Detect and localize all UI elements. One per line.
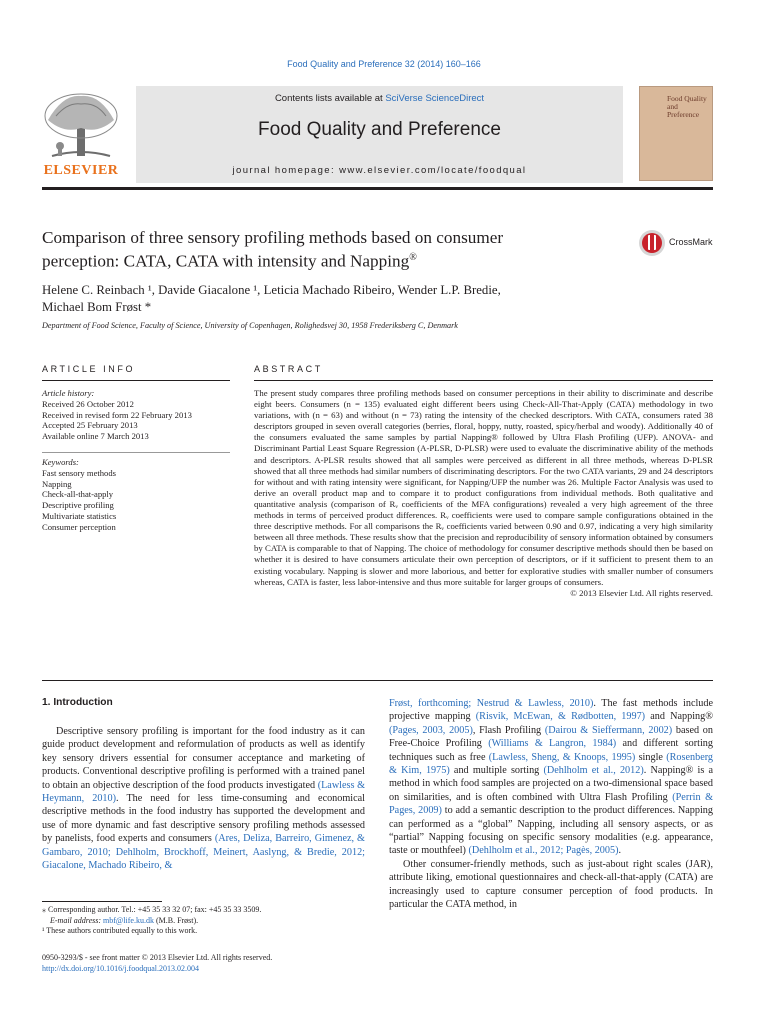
citation-link[interactable]: (Perrin & Pages, 2009) (389, 791, 713, 817)
intro-text: . The need for less time-consuming and economical descriptive methods in the food industry has supported the development and use of more dynamic and fast descriptive sensory profiling methods assessed by panelists, food experts and consumers (42, 793, 365, 845)
crossmark-label: CrossMark (669, 237, 713, 247)
doi-link[interactable]: http://dx.doi.org/10.1016/j.foodqual.2013.02.004 (42, 964, 199, 973)
journal-reference-link[interactable]: Food Quality and Preference 32 (2014) 160–166 (287, 59, 481, 69)
citation-link[interactable]: (Pages, 2003, 2005) (389, 724, 473, 736)
history-received: Received 26 October 2012 (42, 398, 134, 409)
article-history (42, 388, 222, 442)
citation-link[interactable]: (Risvik, McEwan, & Rødbotten, 1997) (475, 711, 646, 723)
authors-line-2: Michael Bom Frøst * (42, 300, 152, 314)
authors-line-1: Helene C. Reinbach ¹, Davide Giacalone ¹, Leticia Machado Ribeiro, Wender L.P. Bredie, (42, 283, 501, 297)
footnote-corresponding: ⁎ Corresponding author. Tel.: +45 35 33 32 07; fax: +45 35 33 3509. (42, 905, 262, 914)
citation-link[interactable]: (Dehlholm et al., 2012; Pagès, 2005) (468, 845, 619, 857)
keyword: Napping (42, 478, 72, 489)
citation-link[interactable]: (Lawless, Sheng, & Knoops, 1995) (488, 751, 636, 763)
intro-text: based on Free-Choice Profiling (389, 724, 713, 750)
citation-link[interactable]: Frøst, forthcoming; Nestrud & Lawless, 2010) (389, 698, 594, 709)
intro-text: . (618, 845, 622, 857)
elsevier-tree-logo (38, 90, 124, 162)
email-link[interactable]: mbf@life.ku.dk (103, 915, 154, 925)
title-line-1: Comparison of three sensory profiling methods based on consumer (42, 228, 504, 247)
history-label: Article history: (42, 388, 95, 398)
info-divider (42, 452, 230, 453)
intro-paragraph-2: Other consumer-friendly methods, such as just-about right scales (JAR), attribute liking, emotional questionnaires and check-all-that-apply (CATA) are increasingly used to capture consumer perception of food products. In particular the CATA method, in (389, 858, 713, 911)
intro-text: Descriptive sensory profiling is important for the food industry as it can guide product development and reformulation of products as well as identify key sensory drivers essential for consumer acceptance and marketing of products. Conventional descriptive profiling is performed with a trained panel to obtain an objective description of the food products investigated (42, 726, 365, 791)
email-label: E-mail address: (50, 915, 104, 925)
article-info-heading: ARTICLE INFO (42, 364, 136, 374)
page-footer (42, 952, 442, 974)
history-online: Available online 7 March 2013 (42, 431, 149, 442)
intro-text: and multiple sorting (449, 765, 544, 777)
sciencedirect-link[interactable]: SciVerse ScienceDirect (385, 93, 485, 104)
intro-text: , Flash Profiling (472, 724, 545, 736)
abstract-heading: ABSTRACT (254, 364, 323, 374)
intro-text: to add a semantic description to the product differences. Napping can performed as a “global” Napping, including all sensory aspects, or as “partial” Napping focusing on specific sensory modalities (e.g. appearance, taste or mouthfeel) (389, 805, 713, 857)
intro-paragraph-1-cont (389, 697, 713, 858)
intro-text: . Napping® is a method in which food samples are projected on a two-dimensional space based on similarities, and is often combined with Ultra Flash Profiling (389, 765, 713, 803)
citation-link[interactable]: (Dehlholm et al., 2012) (543, 765, 644, 777)
registered-mark: ® (409, 252, 417, 263)
issn-line: 0950-3293/$ - see front matter © 2013 Elsevier Ltd. All rights reserved. (42, 953, 273, 962)
footnote-equal-contribution: ¹ These authors contributed equally to this work. (42, 926, 198, 935)
abstract-rule (254, 380, 713, 381)
crossmark-icon (638, 229, 666, 257)
abstract-bottom-rule (42, 680, 713, 681)
email-suffix: (M.B. Frøst). (153, 915, 199, 925)
footnote-rule (42, 901, 162, 902)
journal-title: Food Quality and Preference (258, 119, 501, 140)
intro-text: and different sorting techniques such as free (389, 738, 713, 763)
journal-homepage[interactable]: journal homepage: www.elsevier.com/locate/foodqual (232, 165, 527, 176)
contents-prefix: Contents lists available at (274, 93, 386, 104)
citation-link[interactable]: (Lawless & Heymann, 2010) (42, 779, 366, 805)
footnotes (42, 905, 372, 937)
crossmark-badge[interactable] (638, 229, 728, 257)
keyword: Consumer perception (42, 521, 116, 532)
intro-left-column (42, 725, 365, 872)
header-rule (42, 187, 713, 190)
intro-right-column (389, 697, 713, 912)
info-rule (42, 380, 230, 381)
keywords (42, 457, 222, 533)
author-list (42, 282, 642, 316)
section-heading-introduction: 1. Introduction (42, 697, 113, 708)
citation-link[interactable]: (Dairou & Sieffermann, 2002) (544, 724, 673, 736)
abstract-text: The present study compares three profiling methods based on consumer perceptions in their ability to discriminate and describe eight beers. Consumers (n = 135) evaluated eight different beers using Check-All-That-Apply (CATA) methodology in two variations, with (n = 63) and without (n = 73) rating the intensity of the checked descriptors. With CATA, consumers rated 38 descriptors grouped in seven overall categories (berries, floral, hoppy, nutty, roasted, spicy/herbal and woody). Additionally 40 of the consumers evaluated the same samples by partial Napping® followed by Ultra Flash Profiling (UFP). ANOVA- and Discriminant Partial Least Square Regression (A-PLSR, D-PLSR) were used to evaluate the discriminative ability of the methods and descriptors. A-PLSR results showed that all samples were perceived as different in all three methods, whereas D-PLSR showed that all three methods had similar numbers of discriminating descriptors. For the two CATA variants, 29 and 24 descriptors for without and with rating intensity were significant, for Napping/UFP the number was 26. Multiple Factor Analysis was used to derive an overall product map and to compare it to product configurations from individual methods. Both qualitative and quantitative analysis (comparison of Rᵥ coefficients of the MFA configurations) revealed a very high agreement of the three methods in terms of perceived product differences. Rᵥ coefficients were used to compare sample configurations obtained in the three descriptive methods. For all comparisons the Rᵥ coefficients varied between 0.90 and 0.97, indicating a very high similarity between all three methods. These results show that the precision and reproducibility of sensory information obtained by consumers by CATA is comparable to that of Napping. The choice of methodology for consumer descriptive methods should then be based on whether it is desired to have consumers articulate their own perception of descriptors, or if it sufficient to present them to an existing vocabulary. Napping is slower and more laborious, and better for explorative studies with smaller number of consumers whereas, CATA is faster, less labor-intensive and thus more suitable for larger groups of consumers. (254, 388, 713, 587)
contents-line (136, 93, 623, 104)
keyword: Descriptive profiling (42, 500, 114, 511)
journal-cover-title: Food Quality and Preference (667, 94, 707, 119)
intro-paragraph-1 (42, 725, 365, 872)
history-revised: Received in revised form 22 February 2013 (42, 409, 192, 420)
intro-text: and Napping® (645, 711, 713, 723)
elsevier-wordmark: ELSEVIER (43, 163, 119, 178)
abstract-copyright: © 2013 Elsevier Ltd. All rights reserved. (570, 587, 713, 598)
footnote-email (42, 916, 372, 927)
abstract-body (254, 388, 713, 599)
keywords-label: Keywords: (42, 457, 79, 467)
citation-link[interactable]: (Ares, Deliza, Barreiro, Gimenez, & Gambaro, 2010; Dehlholm, Brockhoff, Meinert, Aaslyng, & Bredie, 2012; Giacalone, Machado Ribeiro, & (42, 833, 365, 872)
keyword: Check-all-that-apply (42, 489, 114, 500)
article-title (42, 228, 622, 272)
intro-text: . The fast methods include projective mapping (389, 698, 714, 723)
citation-link[interactable]: (Rosenberg & Kim, 1975) (389, 751, 714, 777)
title-line-2: perception: CATA, CATA with intensity and Napping (42, 251, 410, 271)
history-accepted: Accepted 25 February 2013 (42, 420, 138, 431)
intro-text: single (635, 751, 667, 763)
keyword: Multivariate statistics (42, 510, 117, 521)
affiliation: Department of Food Science, Faculty of Science, University of Copenhagen, Rolighedsvej 30, 1958 Frederiksberg C, Denmark (42, 321, 458, 330)
keyword: Fast sensory methods (42, 467, 116, 478)
citation-link[interactable]: (Williams & Langron, 1984) (488, 738, 617, 750)
